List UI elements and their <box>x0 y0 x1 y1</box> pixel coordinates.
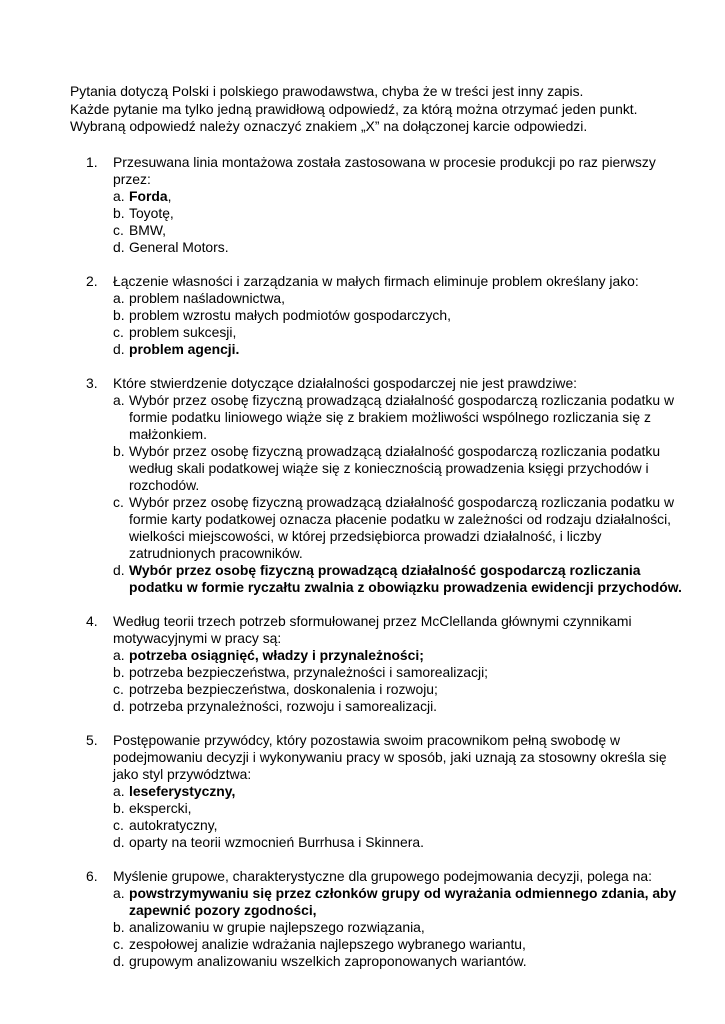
question-2 <box>70 273 685 358</box>
option-text: BMW, <box>129 221 167 238</box>
option-text: Wybór przez osobę fizyczną prowadzącą działalność gospodarczą rozliczania podatku według skali podatkowej wiąże się z koniecznością prowadzenia księgi przychodów i rozchodów. <box>129 442 661 493</box>
option-letter: b. <box>113 918 125 935</box>
answer-options <box>113 290 685 358</box>
answer-option-d <box>113 341 685 358</box>
option-letter: c. <box>113 221 124 238</box>
answer-option-c <box>113 324 685 341</box>
option-letter: b. <box>113 663 125 680</box>
question-4 <box>70 613 685 715</box>
option-text: Wybór przez osobę fizyczną prowadzącą działalność gospodarczą rozliczania podatku w formie karty podatkowej oznacza płacenie podatku w zależności od rodzaju działalności, wielkości miejscowości, w której przedsiębiorca prowadzi działalność, i liczby zatrudnionych pracowników. <box>129 493 674 561</box>
option-text: problem naśladownictwa, <box>129 289 285 306</box>
option-letter: c. <box>113 680 124 697</box>
option-text: ekspercki, <box>129 799 192 816</box>
answer-option-c <box>113 681 685 698</box>
question-number: 4. <box>86 612 98 629</box>
option-letter: b. <box>113 442 125 459</box>
question-3 <box>70 375 685 596</box>
answer-option-a <box>113 392 685 443</box>
answer-option-b <box>113 919 685 936</box>
answer-option-a <box>113 885 685 919</box>
option-letter: b. <box>113 204 125 221</box>
answer-options <box>113 885 685 970</box>
question-text: Postępowanie przywódcy, który pozostawia swoim pracownikom pełną swobodę w podejmowaniu decyzji i wykonywaniu pracy w sposób, jaki uznają za stosowny określa się jako styl przywództwa: <box>113 731 667 782</box>
instruction-line: Wybraną odpowiedź należy oznaczyć znakiem „X” na dołączonej karcie odpowiedzi. <box>70 118 588 135</box>
option-letter: a. <box>113 289 125 306</box>
option-text: potrzeba osiągnięć, władzy i przynależności; <box>129 646 424 663</box>
question-6 <box>70 868 685 970</box>
answer-option-a <box>113 188 685 205</box>
option-text: problem wzrostu małych podmiotów gospodarczych, <box>129 306 451 323</box>
question-text: Myślenie grupowe, charakterystyczne dla grupowego podejmowania decyzji, polega na: <box>113 867 652 884</box>
question-text: Łączenie własności i zarządzania w małych firmach eliminuje problem określany jako: <box>113 272 639 289</box>
option-suffix: , <box>167 187 172 204</box>
option-text: problem sukcesji, <box>129 323 237 340</box>
question-text: Przesuwana linia montażowa została zastosowana w procesie produkcji po raz pierwszy przez: <box>113 153 656 187</box>
option-text: powstrzymywaniu się przez członków grupy od wyrażania odmiennego zdania, aby zapewnić pozory zgodności, <box>129 884 677 918</box>
answer-option-b <box>113 800 685 817</box>
question-number: 3. <box>86 374 98 391</box>
answer-option-c <box>113 817 685 834</box>
answer-options <box>113 188 685 256</box>
answer-options <box>113 647 685 715</box>
question-number: 2. <box>86 272 98 289</box>
answer-option-b <box>113 307 685 324</box>
option-letter: d. <box>113 340 125 357</box>
option-text: oparty na teorii wzmocnień Burrhusa i Skinnera. <box>129 833 424 850</box>
option-text: Wybór przez osobę fizyczną prowadzącą działalność gospodarczą rozliczania podatku w formie podatku liniowego wiąże się z brakiem możliwości wspólnego rozliczania się z małżonkiem. <box>129 391 674 442</box>
question-5 <box>70 732 685 851</box>
answer-options <box>113 392 685 596</box>
answer-option-c <box>113 936 685 953</box>
option-text: General Motors. <box>129 238 229 255</box>
question-number: 6. <box>86 867 98 884</box>
answer-option-b <box>113 664 685 681</box>
option-text: Toyotę, <box>129 204 174 221</box>
option-letter: d. <box>113 833 125 850</box>
answer-option-a <box>113 290 685 307</box>
option-text: leseferystyczny, <box>129 782 236 799</box>
option-letter: d. <box>113 952 125 969</box>
answer-option-d <box>113 562 685 596</box>
option-letter: d. <box>113 561 125 578</box>
option-letter: a. <box>113 187 125 204</box>
answer-option-d <box>113 698 685 715</box>
option-letter: b. <box>113 306 125 323</box>
answer-option-c <box>113 222 685 239</box>
option-letter: a. <box>113 884 125 901</box>
question-number: 5. <box>86 731 98 748</box>
option-text: zespołowej analizie wdrażania najlepszego wybranego wariantu, <box>129 935 526 952</box>
answer-option-d <box>113 834 685 851</box>
question-text: Które stwierdzenie dotyczące działalności gospodarczej nie jest prawdziwe: <box>113 374 578 391</box>
option-letter: d. <box>113 238 125 255</box>
question-number: 1. <box>86 153 98 170</box>
instruction-line: Pytania dotyczą Polski i polskiego prawodawstwa, chyba że w treści jest inny zapis. <box>70 83 584 99</box>
option-text: analizowaniu w grupie najlepszego rozwiązania, <box>129 918 425 935</box>
option-text: potrzeba bezpieczeństwa, doskonalenia i rozwoju; <box>129 680 438 697</box>
question-text: Według teorii trzech potrzeb sformułowanej przez McClellanda głównymi czynnikami motywacyjnymi w pracy są: <box>113 612 632 646</box>
answer-option-c <box>113 494 685 562</box>
answer-option-b <box>113 443 685 494</box>
answer-option-d <box>113 953 685 970</box>
option-letter: a. <box>113 646 125 663</box>
option-text: grupowym analizowaniu wszelkich zaproponowanych wariantów. <box>129 952 527 969</box>
option-text: Forda <box>129 187 168 204</box>
option-text: autokratyczny, <box>129 816 218 833</box>
answer-option-a <box>113 647 685 664</box>
option-text: problem agencji. <box>129 340 240 357</box>
option-letter: c. <box>113 493 124 510</box>
option-text: Wybór przez osobę fizyczną prowadzącą działalność gospodarczą rozliczania podatku w formie ryczałtu zwalnia z obowiązku prowadzenia ewidencji przychodów. <box>129 561 682 595</box>
option-letter: b. <box>113 799 125 816</box>
instructions <box>70 83 685 136</box>
option-text: potrzeba przynależności, rozwoju i samorealizacji. <box>129 697 438 714</box>
instruction-line: Każde pytanie ma tylko jedną prawidłową odpowiedź, za którą można otrzymać jeden punkt. <box>70 100 638 117</box>
option-letter: a. <box>113 391 125 408</box>
answer-option-d <box>113 239 685 256</box>
option-letter: c. <box>113 323 124 340</box>
answer-option-a <box>113 783 685 800</box>
question-list <box>70 154 685 970</box>
option-letter: c. <box>113 935 124 952</box>
answer-option-b <box>113 205 685 222</box>
option-letter: a. <box>113 782 125 799</box>
option-letter: d. <box>113 697 125 714</box>
option-letter: c. <box>113 816 124 833</box>
option-text: potrzeba bezpieczeństwa, przynależności i samorealizacji; <box>129 663 489 680</box>
question-1 <box>70 154 685 256</box>
answer-options <box>113 783 685 851</box>
